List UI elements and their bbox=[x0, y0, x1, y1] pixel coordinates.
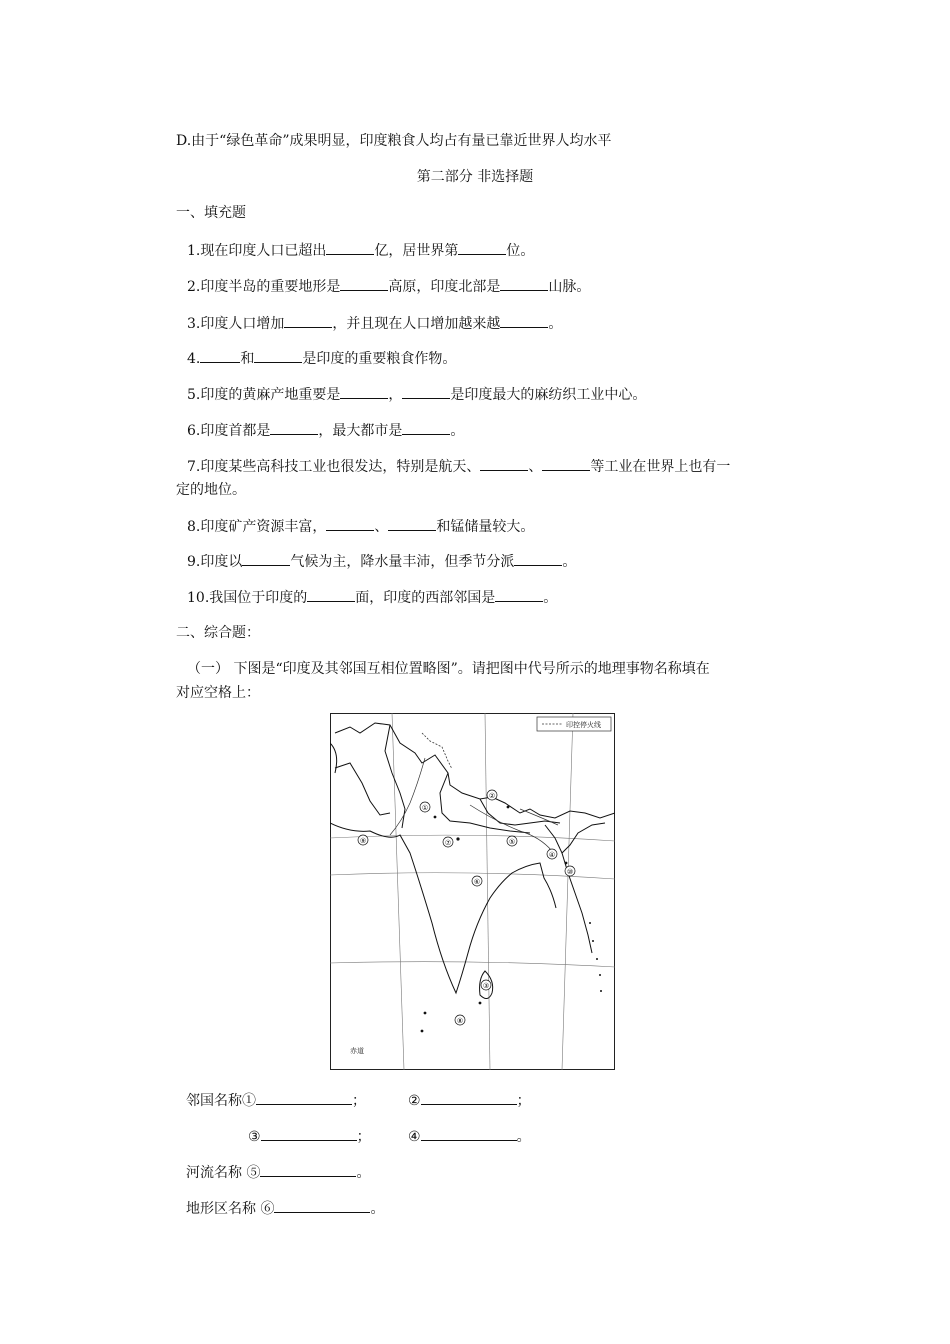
q7-text-c: 等工业在世界上也有一 bbox=[590, 459, 731, 475]
answer-sep-3: ； bbox=[356, 1129, 371, 1145]
answer-blank-1[interactable] bbox=[256, 1090, 352, 1105]
q8-text-a: 8.印度矿产资源丰富， bbox=[187, 519, 327, 535]
neighbor-4-label: ④ bbox=[408, 1129, 421, 1145]
question-7-continued: 定的地位。 bbox=[176, 482, 246, 498]
q6-blank-1[interactable] bbox=[270, 420, 318, 435]
q1-blank-1[interactable] bbox=[326, 240, 374, 255]
option-d: D.由于“绿色革命”成果明显，印度粮食人均占有量已靠近世界人均水平 bbox=[176, 133, 612, 149]
q7-blank-2[interactable] bbox=[542, 456, 590, 471]
marker-2-label: ② bbox=[488, 792, 496, 800]
marker-5-label: ⑤ bbox=[508, 838, 516, 846]
q8-blank-2[interactable] bbox=[388, 516, 436, 531]
q7-text-a: 7.印度某些高科技工业也很发达，特别是航天、 bbox=[187, 459, 481, 475]
q4-text-a: 4. bbox=[187, 351, 201, 367]
q5-blank-1[interactable] bbox=[340, 384, 388, 399]
answer-neighbors-1-2 bbox=[186, 1090, 366, 1111]
q6-text-c: 。 bbox=[450, 423, 465, 439]
q5-text-c: 是印度最大的麻纺织工业中心。 bbox=[450, 387, 647, 403]
q1-blank-2[interactable] bbox=[458, 240, 506, 255]
answer-blank-2[interactable] bbox=[421, 1090, 517, 1105]
question-1 bbox=[187, 240, 534, 261]
q4-text-c: 是印度的重要粮食作物。 bbox=[302, 351, 457, 367]
section1-title: 一、填充题 bbox=[176, 205, 246, 221]
q10-blank-1[interactable] bbox=[307, 587, 355, 602]
q8-blank-1[interactable] bbox=[326, 516, 374, 531]
q6-blank-2[interactable] bbox=[402, 420, 450, 435]
q4-blank-2[interactable] bbox=[254, 348, 302, 363]
answer-sep-6: 。 bbox=[370, 1201, 385, 1217]
q8-text-b: 、 bbox=[374, 519, 389, 535]
q1-text-b: 亿，居世界第 bbox=[374, 243, 459, 259]
q5-text-b: ， bbox=[388, 387, 403, 403]
comprehensive-question-1: （一） 下图是“印度及其邻国互相位置略图”。请把图中代号所示的地理事物名称填在 bbox=[187, 661, 710, 677]
terrain-label: 地形区名称 ⑥ bbox=[186, 1201, 275, 1217]
question-6 bbox=[187, 420, 464, 441]
q2-text-b: 高原，印度北部是 bbox=[388, 279, 501, 295]
q7-text-b: 、 bbox=[528, 459, 543, 475]
q10-text-b: 面，印度的西部邻国是 bbox=[355, 590, 496, 606]
q1-text-a: 1.现在印度人口已超出 bbox=[187, 243, 327, 259]
q3-blank-1[interactable] bbox=[284, 313, 332, 328]
q9-blank-2[interactable] bbox=[514, 551, 562, 566]
marker-8-label: ⑧ bbox=[456, 1017, 464, 1025]
q6-text-b: ，最大都市是 bbox=[318, 423, 403, 439]
part-title: 第二部分 非选择题 bbox=[416, 169, 534, 185]
q1-text-c: 位。 bbox=[506, 243, 535, 259]
q2-text-a: 2.印度半岛的重要地形是 bbox=[187, 279, 341, 295]
answer-blank-5[interactable] bbox=[260, 1162, 356, 1177]
marker-7-label: ⑦ bbox=[444, 839, 452, 847]
question-3 bbox=[187, 313, 562, 334]
question-10 bbox=[187, 587, 557, 608]
q9-text-a: 9.印度以 bbox=[187, 554, 243, 570]
q4-blank-1[interactable] bbox=[200, 348, 240, 363]
map-equator-label: 赤道 bbox=[350, 1047, 364, 1055]
answer-blank-6[interactable] bbox=[274, 1198, 370, 1213]
q10-text-a: 10.我国位于印度的 bbox=[187, 590, 308, 606]
q4-text-b: 和 bbox=[240, 351, 255, 367]
q9-text-b: 气候为主，降水量丰沛，但季节分派 bbox=[290, 554, 515, 570]
marker-3-label: ③ bbox=[482, 982, 490, 990]
marker-4-label: ④ bbox=[548, 851, 556, 859]
marker-1-label: ① bbox=[421, 804, 429, 812]
section2-title: 二、综合题： bbox=[176, 625, 260, 641]
map-svg bbox=[330, 713, 615, 1070]
q2-blank-2[interactable] bbox=[500, 276, 548, 291]
answer-blank-3[interactable] bbox=[261, 1126, 357, 1141]
q3-text-a: 3.印度人口增加 bbox=[187, 316, 285, 332]
q2-text-c: 山脉。 bbox=[548, 279, 591, 295]
answer-neighbor-4 bbox=[408, 1126, 531, 1147]
answer-sep-1: ； bbox=[352, 1093, 366, 1109]
map-legend-text: 印控停火线 bbox=[566, 721, 601, 729]
answer-sep-5: 。 bbox=[356, 1165, 371, 1181]
question-9 bbox=[187, 551, 576, 572]
q5-text-a: 5.印度的黄麻产地重要是 bbox=[187, 387, 341, 403]
marker-9-label: ⑨ bbox=[359, 837, 367, 845]
question-8 bbox=[187, 516, 534, 537]
q8-text-c: 和锰储量较大。 bbox=[436, 519, 535, 535]
q5-blank-2[interactable] bbox=[402, 384, 450, 399]
answer-neighbor-2 bbox=[408, 1090, 531, 1111]
q6-text-a: 6.印度首都是 bbox=[187, 423, 271, 439]
q9-text-c: 。 bbox=[562, 554, 577, 570]
q7-blank-1[interactable] bbox=[480, 456, 528, 471]
india-neighbors-map bbox=[330, 713, 615, 1070]
q3-text-b: ，并且现在人口增加越来越 bbox=[332, 316, 501, 332]
q10-blank-2[interactable] bbox=[495, 587, 543, 602]
marker-6-label: ⑥ bbox=[473, 878, 481, 886]
answer-sep-2: ； bbox=[516, 1093, 531, 1109]
question-7 bbox=[187, 456, 730, 477]
answer-neighbor-3 bbox=[248, 1126, 371, 1147]
question-5 bbox=[187, 384, 646, 405]
q3-blank-2[interactable] bbox=[500, 313, 548, 328]
answer-river bbox=[186, 1162, 370, 1183]
neighbor-2-label: ② bbox=[408, 1093, 421, 1109]
neighbors-label: 邻国名称① bbox=[186, 1093, 256, 1109]
q9-blank-1[interactable] bbox=[242, 551, 290, 566]
question-4 bbox=[187, 348, 456, 369]
comprehensive-question-1-continued: 对应空格上： bbox=[176, 685, 260, 701]
answer-blank-4[interactable] bbox=[421, 1126, 517, 1141]
river-label: 河流名称 ⑤ bbox=[186, 1165, 261, 1181]
answer-terrain bbox=[186, 1198, 384, 1219]
q10-text-c: 。 bbox=[543, 590, 558, 606]
neighbor-3-label: ③ bbox=[248, 1129, 261, 1145]
answer-sep-4: 。 bbox=[516, 1129, 531, 1145]
q3-text-c: 。 bbox=[548, 316, 563, 332]
question-2 bbox=[187, 276, 590, 297]
q2-blank-1[interactable] bbox=[340, 276, 388, 291]
map-frame bbox=[331, 714, 615, 1070]
marker-10-label: ⑩ bbox=[566, 868, 574, 876]
